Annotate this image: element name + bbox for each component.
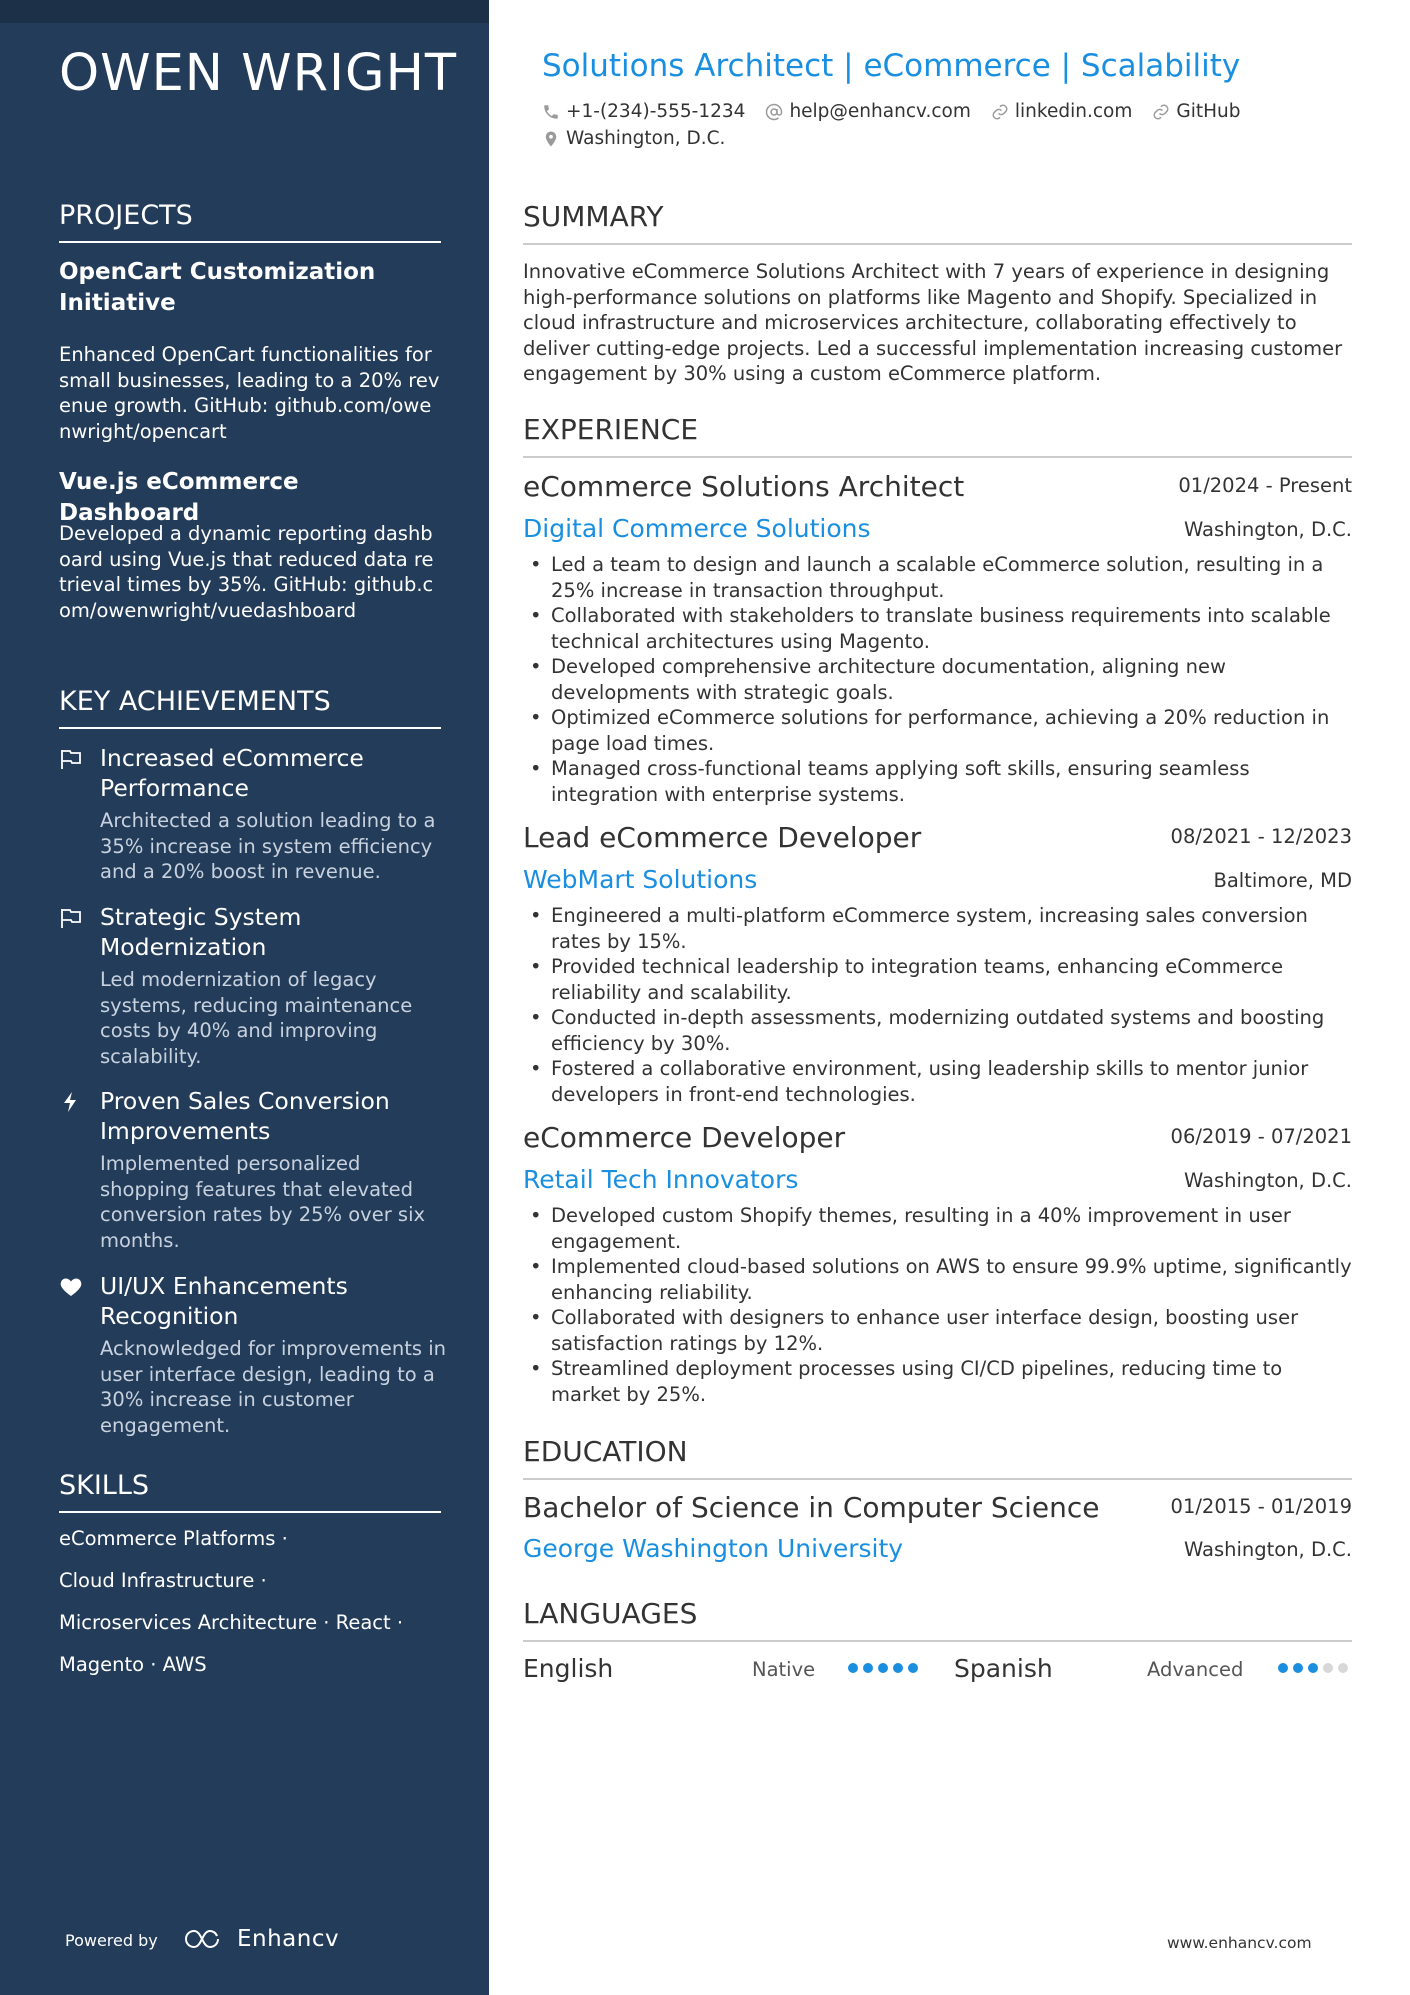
achievements-heading: KEY ACHIEVEMENTS bbox=[59, 686, 441, 729]
enhancv-logo[interactable] bbox=[183, 1926, 339, 1952]
achievement-title: Increased eCommerce Performance bbox=[100, 744, 364, 802]
bullet-item: • Implemented cloud-based solutions on AWS to ensure 99.9% uptime, significantly enhancing reliability. bbox=[523, 1254, 1352, 1305]
degree: Bachelor of Science in Computer Science bbox=[523, 1491, 1100, 1524]
bullet-item: • Fostered a collaborative environment, using leadership skills to mentor junior developers in front-end technologies. bbox=[523, 1056, 1352, 1107]
language-dots bbox=[848, 1663, 918, 1673]
skill-line: eCommerce Platforms · bbox=[59, 1527, 288, 1550]
job-bullets bbox=[523, 1203, 1352, 1407]
proficiency-dot-filled bbox=[1308, 1663, 1318, 1673]
bullet-item: • Engineered a multi-platform eCommerce system, increasing sales conversion rates by 15%. bbox=[523, 903, 1352, 954]
project-title: Vue.js eCommerce Dashboard bbox=[59, 469, 299, 526]
job-bullets bbox=[523, 903, 1352, 1107]
language-name: English bbox=[523, 1654, 614, 1683]
headline: Solutions Architect | eCommerce | Scalability bbox=[542, 48, 1241, 84]
flag-icon bbox=[59, 906, 83, 930]
achievement-description: Led modernization of legacy systems, reducing maintenance costs by 40% and improving scalability. bbox=[100, 968, 413, 1068]
job-title: eCommerce Solutions Architect bbox=[523, 470, 965, 503]
skills-heading: SKILLS bbox=[59, 1470, 441, 1513]
bullet-item: • Streamlined deployment processes using CI/CD pipelines, reducing time to market by 25%. bbox=[523, 1356, 1352, 1407]
phone-text: +1-(234)-555-1234 bbox=[566, 101, 746, 122]
project-description: Enhanced OpenCart functionalities for small businesses, leading to a 20% revenue growth. GitHub: github.com/owenwright/opencart bbox=[59, 343, 440, 443]
proficiency-dot-filled bbox=[863, 1663, 873, 1673]
linkedin-text: linkedin.com bbox=[1014, 101, 1133, 122]
project-title: OpenCart Customization Initiative bbox=[59, 259, 376, 316]
sidebar-top-band bbox=[0, 0, 489, 23]
job-dates: 01/2024 - Present bbox=[1178, 474, 1352, 497]
achievement-item bbox=[59, 1086, 449, 1253]
bullet-item: • Collaborated with stakeholders to translate business requirements into scalable technical architectures using Magento. bbox=[523, 603, 1352, 654]
contact-row-location bbox=[542, 128, 745, 149]
school-name[interactable]: George Washington University bbox=[523, 1534, 904, 1563]
enhancv-logo-icon bbox=[183, 1927, 229, 1951]
contact-github[interactable] bbox=[1152, 101, 1240, 122]
proficiency-dot-filled bbox=[878, 1663, 888, 1673]
achievement-description: Acknowledged for improvements in user interface design, leading to a 30% increase in customer engagement. bbox=[100, 1337, 446, 1437]
contact-email[interactable] bbox=[765, 101, 970, 122]
bullet-item: • Managed cross-functional teams applying soft skills, ensuring seamless integration with enterprise systems. bbox=[523, 756, 1352, 807]
language-level: Native bbox=[752, 1658, 816, 1681]
summary-heading: SUMMARY bbox=[523, 200, 1352, 245]
link-icon bbox=[1152, 103, 1170, 121]
at-icon bbox=[765, 103, 783, 121]
link-icon bbox=[991, 103, 1009, 121]
job-location: Baltimore, MD bbox=[1213, 869, 1352, 892]
achievement-item bbox=[59, 1271, 449, 1438]
contact-row bbox=[542, 101, 1260, 122]
phone-icon bbox=[542, 103, 560, 121]
bullet-item: • Collaborated with designers to enhance user interface design, boosting user satisfaction ratings by 12%. bbox=[523, 1305, 1352, 1356]
job-dates: 08/2021 - 12/2023 bbox=[1170, 825, 1352, 848]
location-pin-icon bbox=[542, 130, 560, 148]
bullet-item: • Optimized eCommerce solutions for performance, achieving a 20% reduction in page load times. bbox=[523, 705, 1352, 756]
education-dates: 01/2015 - 01/2019 bbox=[1170, 1495, 1352, 1518]
achievement-item bbox=[59, 902, 449, 1069]
proficiency-dot-filled bbox=[848, 1663, 858, 1673]
achievement-title: UI/UX Enhancements Recognition bbox=[100, 1272, 348, 1330]
contact-phone[interactable] bbox=[542, 101, 745, 122]
bullet-item: • Provided technical leadership to integration teams, enhancing eCommerce reliability and scalability. bbox=[523, 954, 1352, 1005]
skill-line: Cloud Infrastructure · bbox=[59, 1569, 267, 1592]
proficiency-dot-filled bbox=[1293, 1663, 1303, 1673]
heart-icon bbox=[59, 1275, 83, 1299]
email-text: help@enhancv.com bbox=[789, 101, 971, 122]
proficiency-dot-empty bbox=[1338, 1663, 1348, 1673]
skill-line: Microservices Architecture · React · bbox=[59, 1611, 404, 1634]
languages-heading: LANGUAGES bbox=[523, 1597, 1352, 1642]
job-location: Washington, D.C. bbox=[1183, 518, 1352, 541]
proficiency-dot-filled bbox=[893, 1663, 903, 1673]
enhancv-brand-name: Enhancv bbox=[237, 1926, 340, 1952]
proficiency-dot-filled bbox=[1278, 1663, 1288, 1673]
proficiency-dot-filled bbox=[908, 1663, 918, 1673]
achievement-title: Strategic System Modernization bbox=[100, 903, 302, 961]
github-text: GitHub bbox=[1176, 101, 1241, 122]
bullet-item: • Led a team to design and launch a scalable eCommerce solution, resulting in a 25% increase in transaction throughput. bbox=[523, 552, 1352, 603]
education-location: Washington, D.C. bbox=[1183, 1538, 1352, 1561]
language-dots bbox=[1278, 1663, 1348, 1673]
company-name[interactable]: Retail Tech Innovators bbox=[523, 1165, 799, 1194]
proficiency-dot-empty bbox=[1323, 1663, 1333, 1673]
projects-heading: PROJECTS bbox=[59, 200, 441, 243]
location-text: Washington, D.C. bbox=[566, 128, 726, 149]
company-name[interactable]: Digital Commerce Solutions bbox=[523, 514, 871, 543]
company-name[interactable]: WebMart Solutions bbox=[523, 865, 758, 894]
achievement-item bbox=[59, 743, 449, 885]
language-name: Spanish bbox=[954, 1654, 1053, 1683]
job-title: Lead eCommerce Developer bbox=[523, 821, 922, 854]
candidate-name: OWEN WRIGHT bbox=[59, 44, 458, 103]
summary-text: Innovative eCommerce Solutions Architect with 7 years of experience in designing high-performance solutions on platforms like Magento and Shopify. Specialized in cloud infrastructure and microservices architecture, collaborating effectively to deliver cutting-edge projects. Led a successful implementation increasing customer engagement by 30% using a custom eCommerce platform. bbox=[523, 260, 1343, 385]
flag-icon bbox=[59, 747, 83, 771]
lightning-icon bbox=[59, 1090, 83, 1114]
job-dates: 06/2019 - 07/2021 bbox=[1170, 1125, 1352, 1148]
job-bullets bbox=[523, 552, 1352, 807]
language-level: Advanced bbox=[1147, 1658, 1244, 1681]
achievement-description: Architected a solution leading to a 35% increase in system efficiency and a 20% boost in revenue. bbox=[100, 809, 436, 883]
contact-location bbox=[542, 128, 725, 149]
sidebar bbox=[0, 0, 489, 1995]
powered-by-label: Powered by bbox=[65, 1931, 158, 1950]
skill-line: Magento · AWS bbox=[59, 1653, 207, 1676]
bullet-item: • Developed comprehensive architecture documentation, aligning new developments with strategic goals. bbox=[523, 654, 1352, 705]
experience-heading: EXPERIENCE bbox=[523, 413, 1352, 458]
achievement-title: Proven Sales Conversion Improvements bbox=[100, 1087, 390, 1145]
contact-linkedin[interactable] bbox=[991, 101, 1132, 122]
job-title: eCommerce Developer bbox=[523, 1121, 846, 1154]
job-location: Washington, D.C. bbox=[1183, 1169, 1352, 1192]
project-description: Developed a dynamic reporting dashboard using Vue.js that reduced data retrieval times by 35%. GitHub: github.com/owenwright/vuedashboard bbox=[59, 522, 434, 622]
education-heading: EDUCATION bbox=[523, 1435, 1352, 1480]
bullet-item: • Conducted in-depth assessments, modernizing outdated systems and boosting efficiency by 30%. bbox=[523, 1005, 1352, 1056]
footer-site[interactable]: www.enhancv.com bbox=[1167, 1934, 1312, 1952]
bullet-item: • Developed custom Shopify themes, resulting in a 40% improvement in user engagement. bbox=[523, 1203, 1352, 1254]
achievement-description: Implemented personalized shopping features that elevated conversion rates by 25% over six months. bbox=[100, 1152, 426, 1252]
